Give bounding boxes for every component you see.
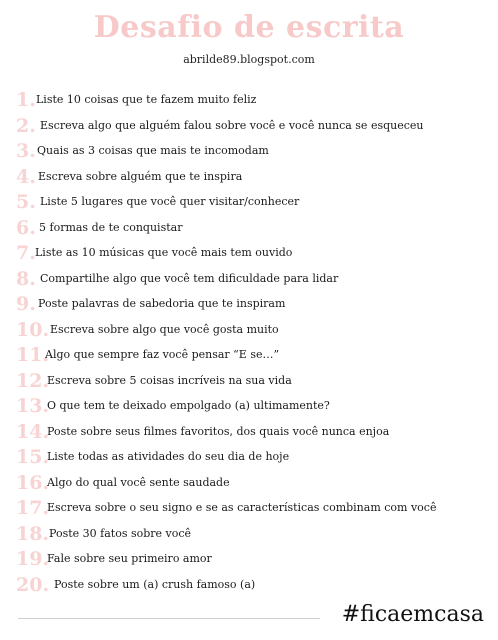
list-item	[16, 394, 492, 420]
item-text: Poste palavras de sabedoria que te inspiram	[38, 297, 286, 310]
footer-divider	[18, 618, 320, 619]
challenge-list	[16, 88, 492, 598]
item-text: Poste sobre seus filmes favoritos, dos quais você nunca enjoa	[47, 424, 390, 438]
list-item	[16, 496, 492, 522]
item-number: 3.	[16, 140, 36, 162]
item-number: 13.	[16, 395, 50, 417]
item-number: 6.	[16, 216, 36, 239]
list-item	[16, 190, 492, 216]
item-number: 2.	[16, 114, 36, 137]
item-text: Escreva sobre o seu signo e se as características combinam com você	[47, 501, 437, 514]
list-item	[16, 573, 492, 599]
item-text: O que tem te deixado empolgado (a) ultimamente?	[47, 399, 330, 412]
list-item	[16, 241, 492, 267]
item-number: 1.	[16, 89, 36, 111]
item-text: Escreva algo que alguém falou sobre você e você nunca se esqueceu	[40, 118, 424, 132]
item-number: 12.	[16, 369, 50, 392]
list-item	[16, 318, 492, 344]
item-text: Fale sobre seu primeiro amor	[47, 552, 212, 565]
item-text: Quais as 3 coisas que mais te incomodam	[37, 144, 269, 157]
item-text: Liste 10 coisas que te fazem muito feliz	[36, 93, 257, 106]
item-text: Liste as 10 músicas que você mais tem ouvido	[35, 246, 293, 259]
list-item	[16, 114, 492, 140]
item-number: 16.	[16, 471, 50, 494]
item-text: 5 formas de te conquistar	[39, 220, 183, 234]
item-number: 17.	[16, 497, 50, 519]
list-item	[16, 471, 492, 497]
list-item	[16, 267, 492, 293]
list-item	[16, 216, 492, 242]
item-text: Poste sobre um (a) crush famoso (a)	[54, 577, 256, 591]
item-number: 7.	[16, 242, 36, 264]
item-number: 15.	[16, 446, 50, 468]
list-item	[16, 420, 492, 446]
item-number: 8.	[16, 267, 36, 290]
item-text: Algo do qual você sente saudade	[47, 475, 230, 489]
item-text: Poste 30 fatos sobre você	[49, 526, 192, 540]
list-item	[16, 292, 492, 318]
item-number: 19.	[16, 548, 50, 570]
blog-url: abrilde89.blogspot.com	[183, 53, 315, 66]
item-number: 4.	[16, 165, 36, 188]
list-item	[16, 369, 492, 395]
item-text: Escreva sobre algo que você gosta muito	[50, 322, 279, 336]
list-item	[16, 139, 492, 165]
item-number: 10.	[16, 318, 50, 341]
list-item	[16, 343, 492, 369]
item-text: Liste 5 lugares que você quer visitar/conhecer	[40, 195, 300, 208]
list-item	[16, 88, 492, 114]
list-item	[16, 445, 492, 471]
item-number: 5.	[16, 191, 36, 213]
page-title: Desafio de escrita	[93, 10, 405, 45]
item-number: 14.	[16, 420, 50, 443]
item-number: 9.	[16, 293, 36, 315]
item-text: Compartilhe algo que você tem dificuldade para lidar	[40, 271, 339, 285]
item-number: 20.	[16, 573, 50, 596]
item-number: 11.	[16, 344, 50, 366]
item-text: Escreva sobre alguém que te inspira	[38, 169, 243, 183]
list-item	[16, 547, 492, 573]
item-text: Liste todas as atividades do seu dia de hoje	[47, 450, 290, 463]
list-item	[16, 522, 492, 548]
list-item	[16, 165, 492, 191]
hashtag-label: #ficaemcasa	[341, 602, 484, 627]
item-text: Escreva sobre 5 coisas incríveis na sua vida	[47, 373, 292, 387]
item-number: 18.	[16, 522, 50, 545]
item-text: Algo que sempre faz você pensar “E se…”	[45, 348, 280, 361]
